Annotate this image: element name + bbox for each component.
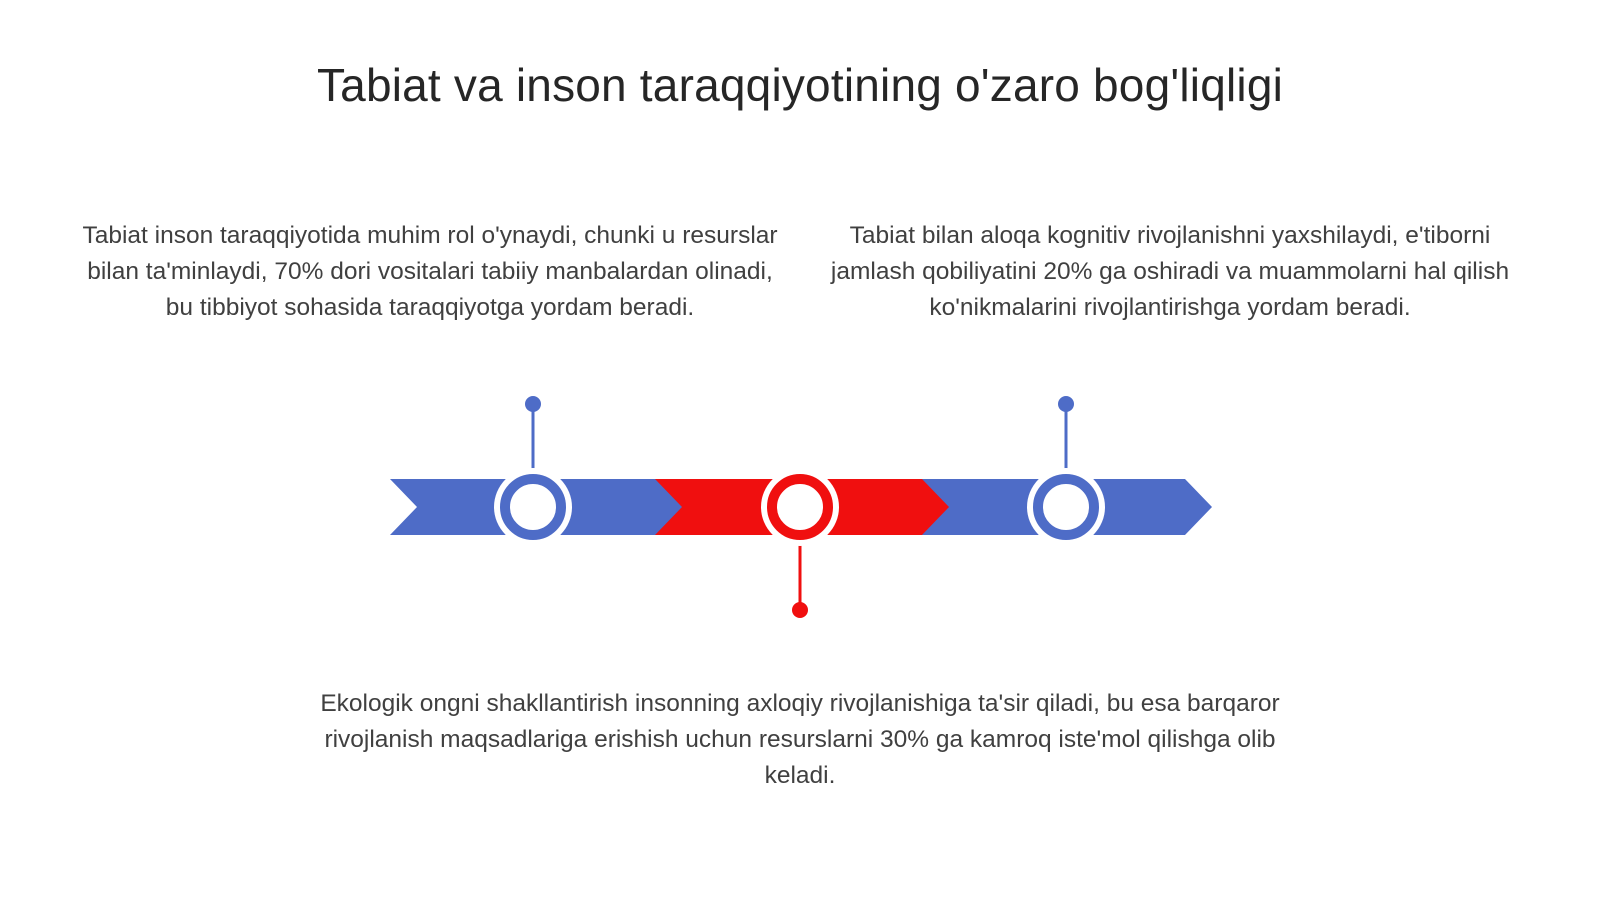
timeline-pin-1 [525,396,541,412]
slide-title: Tabiat va inson taraqqiyotining o'zaro bog'liqligi [316,59,1284,111]
timeline-node-2 [761,468,839,546]
timeline-text-1: Tabiat inson taraqqiyotida muhim rol o'ynaydi, chunki u resurslar bilan ta'minlaydi, 70% dori vositalari tabiiy manbalardan olinadi, bu tibbiyot sohasida taraqqiyotga yordam beradi. [82,222,778,321]
timeline-node-3 [1027,468,1105,546]
timeline-pin-2 [792,602,808,618]
timeline-pin-3 [1058,396,1074,412]
timeline-text-2: Ekologik ongni shakllantirish insonning axloqiy rivojlanishiga ta'sir qiladi, bu esa barqaror rivojlanish maqsadlariga erishish uchun resurslarni 30% ga kamroq iste'mol qilishga olib keladi. [320,690,1280,789]
timeline-node-1 [494,468,572,546]
timeline-text-3: Tabiat bilan aloqa kognitiv rivojlanishni yaxshilaydi, e'tiborni jamlash qobiliyatini 20% ga oshiradi va muammolarni hal qilish ko'nikmalarini rivojlantirishga yordam beradi. [830,222,1510,321]
